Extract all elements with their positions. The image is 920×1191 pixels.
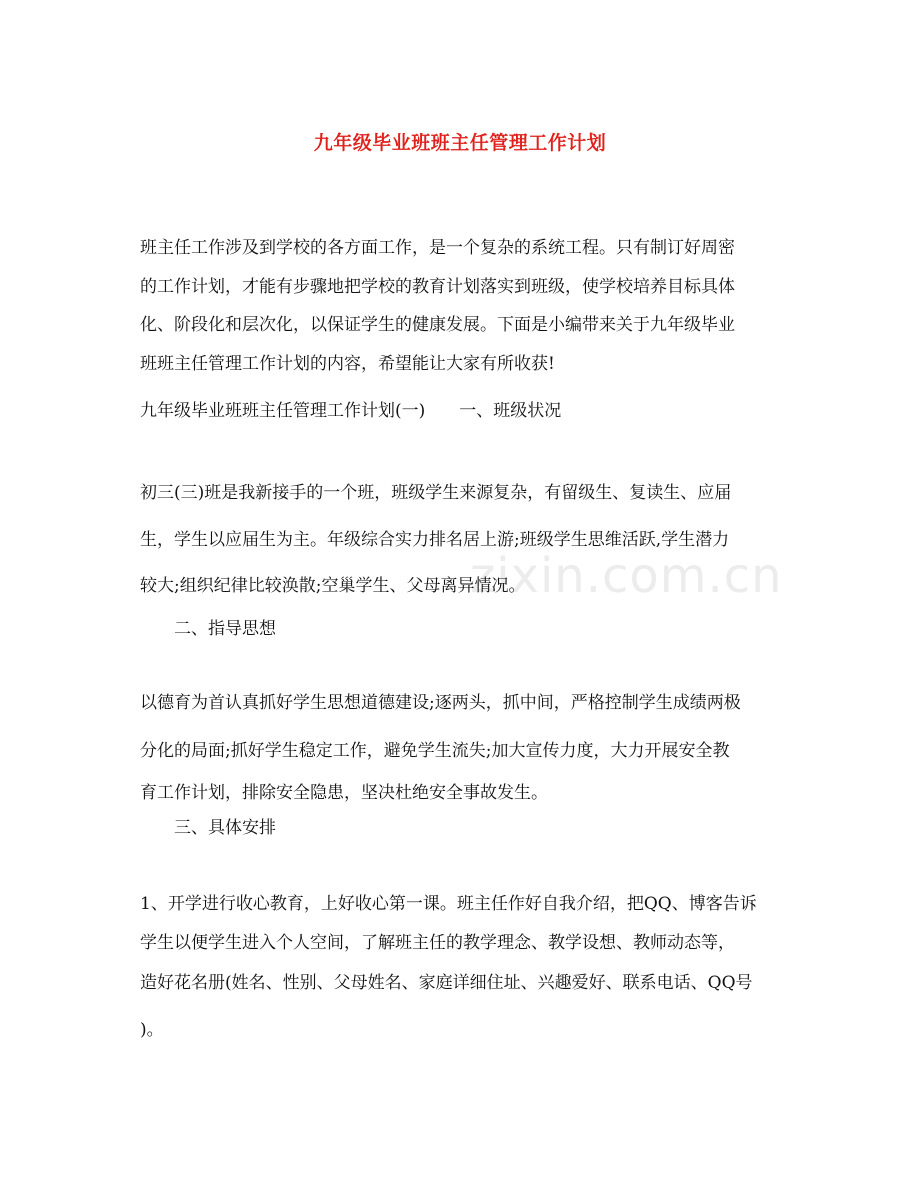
section3-line: 学生以便学生进入个人空间，了解班主任的教学理念、教学设想、教师动态等， xyxy=(140,933,735,953)
section1-line: 生，学生以应届生为主。年级综合实力排名居上游;班级学生思维活跃,学生潜力 xyxy=(140,530,730,550)
intro-line: 班班主任管理工作计划的内容，希望能让大家有所收获! xyxy=(140,354,555,374)
intro-line: 班主任工作涉及到学校的各方面工作，是一个复杂的系统工程。只有制订好周密 xyxy=(140,238,735,258)
section3-line: )。 xyxy=(140,1020,164,1040)
section3-heading: 三、具体安排 xyxy=(174,818,276,838)
section3-line: 造好花名册(姓名、性别、父母姓名、家庭详细住址、兴趣爱好、联系电话、QQ号 xyxy=(140,973,753,993)
watermark-text: zixin.com.cn xyxy=(470,548,783,604)
section3-line: 1、开学进行收心教育，上好收心第一课。班主任作好自我介绍，把QQ、博客告诉 xyxy=(140,894,757,914)
document-title: 九年级毕业班班主任管理工作计划 xyxy=(313,132,607,154)
section2-line: 分化的局面;抓好学生稳定工作，避免学生流失;加大宣传力度，大力开展安全教 xyxy=(140,741,730,761)
intro-line: 化、阶段化和层次化，以保证学生的健康发展。下面是小编带来关于九年级毕业 xyxy=(140,315,735,335)
section1-line: 初三(三)班是我新接手的一个班，班级学生来源复杂，有留级生、复读生、应届 xyxy=(140,483,732,503)
section2-heading: 二、指导思想 xyxy=(174,619,276,639)
section2-line: 以德育为首认真抓好学生思想道德建设;逐两头，抓中间，严格控制学生成绩两极 xyxy=(140,693,741,713)
section1-line: 较大;组织纪律比较涣散;空巢学生、父母离异情况。 xyxy=(140,576,526,596)
plan-heading: 九年级毕业班班主任管理工作计划(一) 一、班级状况 xyxy=(140,401,562,421)
intro-line: 的工作计划，才能有步骤地把学校的教育计划落实到班级，使学校培养目标具体 xyxy=(140,277,735,297)
section2-line: 育工作计划，排除安全隐患，坚决杜绝安全事故发生。 xyxy=(140,783,548,803)
